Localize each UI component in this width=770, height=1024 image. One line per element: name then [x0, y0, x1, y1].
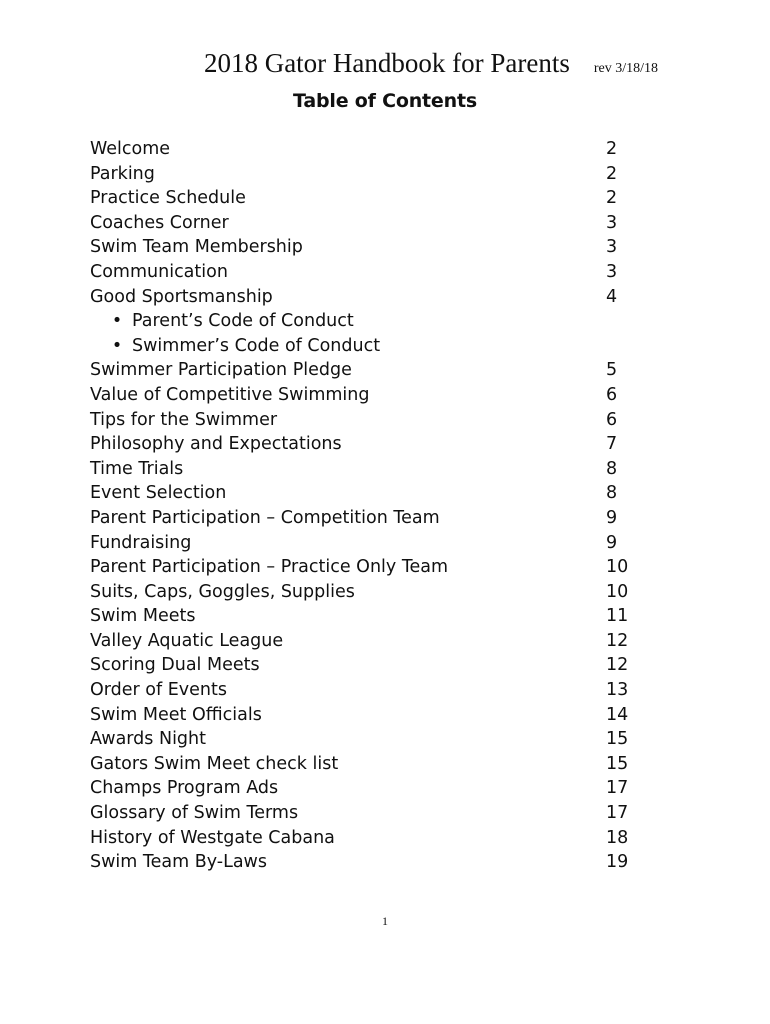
toc-item-label: Parking	[90, 163, 155, 184]
toc-item-page: 3	[606, 261, 618, 282]
toc-item-label: History of Westgate Cabana	[90, 827, 335, 848]
revision-date: rev 3/18/18	[593, 61, 659, 76]
toc-item-label: Swim Team Membership	[90, 237, 303, 258]
toc-item-label: Fundraising	[90, 532, 192, 553]
toc-item	[90, 678, 660, 703]
document-header	[0, 48, 770, 79]
table-of-contents	[90, 137, 660, 875]
toc-item-page: 7	[606, 434, 618, 455]
toc-item-label: Time Trials	[90, 458, 184, 479]
toc-item-page: 3	[606, 212, 618, 233]
toc-item-page: 14	[606, 704, 629, 725]
toc-item	[90, 580, 660, 605]
toc-item	[90, 481, 660, 506]
toc-item-page: 2	[606, 139, 618, 159]
toc-item-page: 4	[606, 286, 618, 307]
toc-item-label: Scoring Dual Meets	[90, 655, 260, 676]
toc-item	[90, 260, 660, 285]
toc-item-page: 17	[606, 778, 629, 799]
toc-item	[90, 752, 660, 777]
toc-item-label: Order of Events	[90, 680, 227, 701]
toc-item	[90, 850, 660, 875]
toc-item-label: Event Selection	[90, 483, 227, 504]
toc-item-label: Parent’s Code of Conduct	[132, 311, 354, 332]
toc-item-page: 10	[606, 557, 629, 578]
toc-item-page: 17	[606, 803, 629, 824]
toc-item-page: 13	[606, 680, 629, 701]
toc-item	[90, 776, 660, 801]
toc-item	[90, 285, 660, 310]
toc-item-page: 5	[606, 360, 618, 381]
toc-item	[90, 186, 660, 211]
toc-item	[90, 137, 660, 162]
toc-item	[90, 604, 660, 629]
toc-item-label: Good Sportsmanship	[90, 286, 273, 307]
toc-item-label: Tips for the Swimmer	[90, 409, 278, 430]
toc-item	[90, 727, 660, 752]
toc-item-label: Swim Meets	[90, 606, 196, 627]
toc-item-label: Philosophy and Expectations	[90, 434, 342, 455]
toc-item-page: 9	[606, 532, 618, 553]
toc-item-label: Value of Competitive Swimming	[90, 384, 370, 405]
toc-item	[90, 629, 660, 654]
toc-item	[90, 653, 660, 678]
toc-item	[90, 432, 660, 457]
toc-item-label: Swim Meet Officials	[90, 704, 262, 725]
toc-item-page: 19	[606, 852, 629, 873]
toc-item-page: 15	[606, 753, 629, 774]
toc-item-page: 8	[606, 458, 618, 479]
toc-item-page: 12	[606, 630, 629, 651]
toc-item-page: 11	[606, 606, 629, 627]
toc-item	[90, 408, 660, 433]
toc-item-page: 3	[606, 237, 618, 258]
toc-item-label: Coaches Corner	[90, 212, 229, 233]
toc-item-label: Parent Participation – Competition Team	[90, 507, 440, 528]
toc-item-label: Swimmer Participation Pledge	[90, 360, 352, 381]
toc-item-label: Swim Team By-Laws	[90, 852, 267, 873]
toc-item-label: Parent Participation – Practice Only Team	[90, 557, 449, 578]
toc-subitem	[90, 309, 660, 334]
toc-item-page: 9	[606, 507, 618, 528]
toc-item	[90, 801, 660, 826]
toc-item-page: 10	[606, 581, 629, 602]
toc-item-label: Gators Swim Meet check list	[90, 753, 339, 774]
toc-item-label: Welcome	[90, 139, 171, 159]
toc-item-label: Swimmer’s Code of Conduct	[132, 335, 381, 356]
toc-item-label: Awards Night	[90, 729, 206, 750]
toc-item-label: Communication	[90, 261, 228, 282]
toc-item	[90, 235, 660, 260]
toc-item	[90, 383, 660, 408]
toc-item-page: 8	[606, 483, 618, 504]
toc-item-page: 12	[606, 655, 629, 676]
toc-item-label: Champs Program Ads	[90, 778, 279, 799]
toc-item	[90, 506, 660, 531]
toc-item	[90, 555, 660, 580]
toc-item-page: 15	[606, 729, 629, 750]
toc-heading: Table of Contents	[293, 90, 477, 112]
toc-item	[90, 531, 660, 556]
toc-item-page: 18	[606, 827, 629, 848]
page-number: 1	[382, 914, 388, 928]
toc-item	[90, 162, 660, 187]
toc-item-label: Valley Aquatic League	[90, 630, 284, 651]
toc-item	[90, 826, 660, 851]
toc-item-page: 2	[606, 163, 618, 184]
toc-item-page: 6	[606, 409, 618, 430]
toc-item-label: Practice Schedule	[90, 188, 246, 209]
toc-subitem	[90, 334, 660, 359]
toc-item	[90, 211, 660, 236]
bullet-icon: •	[111, 311, 123, 332]
toc-item-page: 6	[606, 384, 618, 405]
toc-item	[90, 457, 660, 482]
toc-item	[90, 358, 660, 383]
toc-item-page: 2	[606, 188, 618, 209]
toc-item-label: Glossary of Swim Terms	[90, 803, 299, 824]
toc-item	[90, 703, 660, 728]
document-title: 2018 Gator Handbook for Parents	[203, 48, 570, 78]
toc-item-label: Suits, Caps, Goggles, Supplies	[90, 581, 355, 602]
bullet-icon: •	[111, 335, 123, 356]
